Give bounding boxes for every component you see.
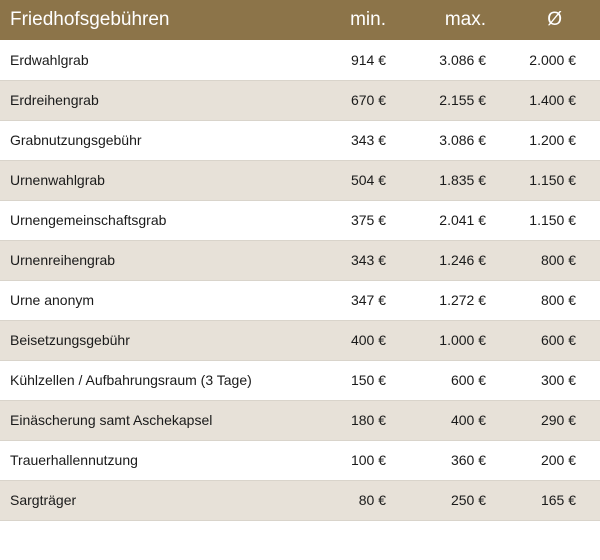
row-name: Kühlzellen / Aufbahrungsraum (3 Tage) [0,360,312,400]
row-min: 100 € [312,440,386,480]
row-min: 150 € [312,360,386,400]
table-row [0,160,600,200]
row-min: 914 € [312,40,386,80]
row-max: 3.086 € [386,120,486,160]
row-name: Einäscherung samt Aschekapsel [0,400,312,440]
row-max: 400 € [386,400,486,440]
table-header-row [0,0,600,40]
row-max: 1.246 € [386,240,486,280]
row-min: 375 € [312,200,386,240]
row-max: 2.155 € [386,80,486,120]
row-max: 250 € [386,480,486,520]
row-name: Sargträger [0,480,312,520]
row-avg: 1.200 € [486,120,600,160]
row-name: Urne anonym [0,280,312,320]
table-row [0,280,600,320]
table-row [0,360,600,400]
table-row [0,240,600,280]
row-max: 3.086 € [386,40,486,80]
row-max: 1.272 € [386,280,486,320]
row-avg: 1.150 € [486,160,600,200]
table-row [0,320,600,360]
row-min: 400 € [312,320,386,360]
row-min: 504 € [312,160,386,200]
row-max: 1.835 € [386,160,486,200]
row-avg: 2.000 € [486,40,600,80]
row-name: Urnenreihengrab [0,240,312,280]
row-max: 600 € [386,360,486,400]
table-row [0,40,600,80]
row-avg: 300 € [486,360,600,400]
row-avg: 600 € [486,320,600,360]
row-min: 343 € [312,120,386,160]
row-max: 1.000 € [386,320,486,360]
row-name: Urnengemeinschaftsgrab [0,200,312,240]
header-max: max. [444,9,486,30]
row-max: 2.041 € [386,200,486,240]
row-name: Erdwahlgrab [0,40,312,80]
table-row [0,480,600,520]
table-row [0,120,600,160]
row-avg: 165 € [486,480,600,520]
table-row [0,80,600,120]
row-avg: 200 € [486,440,600,480]
table-body [0,40,600,520]
row-min: 670 € [312,80,386,120]
table-row [0,440,600,480]
header-min: min. [350,9,386,30]
row-avg: 1.150 € [486,200,600,240]
row-avg: 290 € [486,400,600,440]
row-min: 347 € [312,280,386,320]
row-name: Urnenwahlgrab [0,160,312,200]
row-name: Grabnutzungsgebühr [0,120,312,160]
table-row [0,400,600,440]
row-min: 180 € [312,400,386,440]
table-row [0,200,600,240]
row-avg: 800 € [486,240,600,280]
header-average: Ø [547,9,562,30]
row-name: Erdreihengrab [0,80,312,120]
row-name: Beisetzungsgebühr [0,320,312,360]
row-name: Trauerhallennutzung [0,440,312,480]
row-avg: 800 € [486,280,600,320]
row-avg: 1.400 € [486,80,600,120]
row-max: 360 € [386,440,486,480]
header-title: Friedhofsgebühren [10,9,170,30]
row-min: 343 € [312,240,386,280]
row-min: 80 € [312,480,386,520]
